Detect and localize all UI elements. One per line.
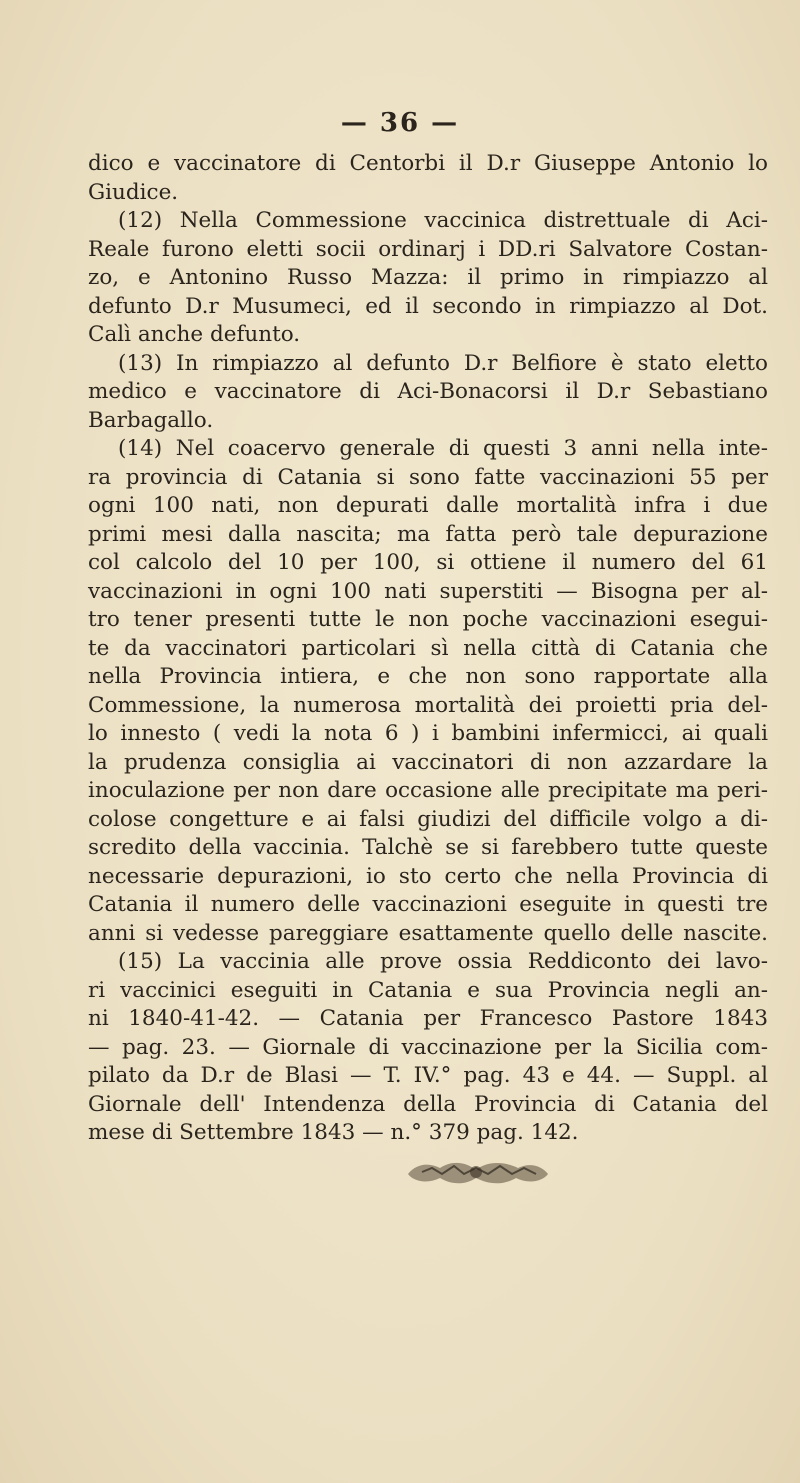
text-line: la prudenza consiglia ai vaccinatori di non azzardare la xyxy=(88,749,768,775)
text-line: zo, e Antonino Russo Mazza: il primo in rimpiazzo al xyxy=(88,265,768,290)
text-line: — pag. 23. — Giornale di vaccinazione per la Sicilia com- xyxy=(88,1034,768,1060)
text-line: mese di Settembre 1843 — n.° 379 pag. 142. xyxy=(88,1120,579,1145)
text-line: colose congetture e ai falsi giudizi del difficile volgo a di- xyxy=(88,806,768,832)
text-line: nella Provincia intiera, e che non sono rapportate alla xyxy=(88,664,768,689)
text-line: Barbagallo. xyxy=(88,407,214,433)
text-line: Catania il numero delle vaccinazioni eseguite in questi tre xyxy=(88,892,768,917)
text-line: (15) La vaccinia alle prove ossia Reddiconto dei lavo- xyxy=(118,949,768,974)
text-line: Giudice. xyxy=(88,179,179,205)
text-line: primi mesi dalla nascita; ma fatta però tale depurazione xyxy=(88,521,768,547)
body-text xyxy=(88,150,768,1148)
text-line: Reale furono eletti socii ordinarj i DD.ri Salvatore Costan- xyxy=(88,236,768,262)
text-line: inoculazione per non dare occasione alle precipitate ma peri- xyxy=(88,778,768,803)
text-line: vaccinazioni in ogni 100 nati superstiti — Bisogna per al- xyxy=(88,578,768,604)
text-line: col calcolo del 10 per 100, si ottiene il numero del 61 xyxy=(88,550,768,575)
page-number: — 36 — xyxy=(340,108,460,138)
text-line: (13) In rimpiazzo al defunto D.r Belfiore è stato eletto xyxy=(118,350,768,376)
text-line: te da vaccinatori particolari sì nella città di Catania che xyxy=(88,635,768,661)
text-line: medico e vaccinatore di Aci-Bonacorsi il D.r Sebastiano xyxy=(88,379,768,404)
text-line: Giornale dell' Intendenza della Provincia di Catania del xyxy=(88,1091,768,1117)
text-line: (14) Nel coacervo generale di questi 3 anni nella inte- xyxy=(118,436,768,461)
text-line: (12) Nella Commessione vaccinica distrettuale di Aci- xyxy=(118,208,768,233)
text-line: ra provincia di Catania si sono fatte vaccinazioni 55 per xyxy=(88,464,768,490)
text-line: Commessione, la numerosa mortalità dei proietti pria del- xyxy=(88,692,768,718)
text-line: scredito della vaccinia. Talchè se si farebbero tutte queste xyxy=(88,835,768,860)
text-line: pilato da D.r de Blasi — T. IV.° pag. 43 e 44. — Suppl. al xyxy=(88,1063,768,1088)
text-line: defunto D.r Musumeci, ed il secondo in rimpiazzo al Dot. xyxy=(88,293,768,319)
text-line: ni 1840-41-42. — Catania per Francesco Pastore 1843 xyxy=(88,1006,768,1031)
text-line: lo innesto ( vedi la nota 6 ) i bambini infermicci, ai quali xyxy=(88,721,768,746)
text-line: ogni 100 nati, non depurati dalle mortalità infra i due xyxy=(88,493,768,518)
text-line: anni si vedesse pareggiare esattamente quello delle nascite. xyxy=(88,920,768,946)
text-line: necessarie depurazioni, io sto certo che nella Provincia di xyxy=(88,863,768,889)
text-line: Calì anche defunto. xyxy=(88,322,301,347)
text-line: ri vaccinici eseguiti in Catania e sua Provincia negli an- xyxy=(88,977,768,1003)
text-line: dico e vaccinatore di Centorbi il D.r Giuseppe Antonio lo xyxy=(88,151,768,176)
library-stamp-icon xyxy=(402,1152,554,1192)
text-line: tro tener presenti tutte le non poche vaccinazioni esegui- xyxy=(88,607,768,632)
